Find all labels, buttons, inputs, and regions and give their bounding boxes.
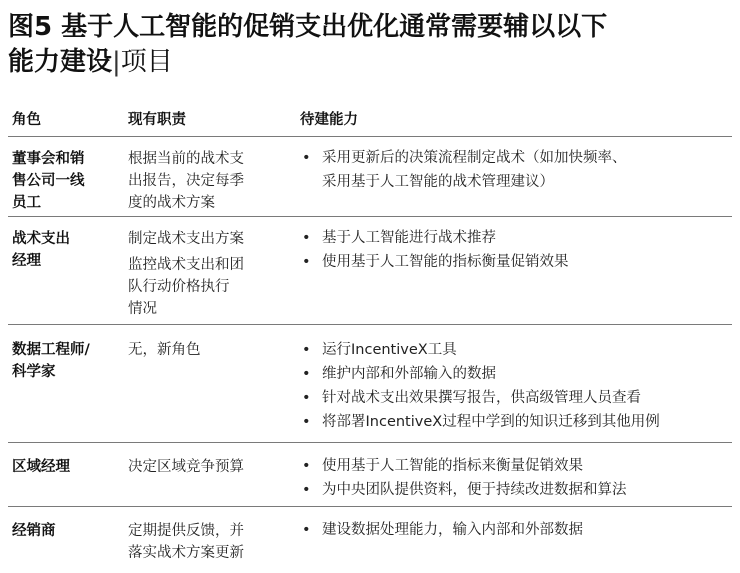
capabilities-list	[300, 226, 569, 274]
bullet-icon: •	[302, 390, 311, 406]
capabilities-list	[300, 454, 627, 502]
bullet-icon: •	[302, 254, 311, 270]
column-header-current-duties: 现有职责	[128, 112, 186, 128]
bullet-icon: •	[302, 458, 311, 474]
title-text-1: 基于人工智能的促销支出优化通常需要辅以以下	[52, 12, 608, 42]
header-divider	[8, 136, 732, 137]
list-item: • 建设数据处理能力，输入内部和外部数据	[300, 518, 583, 542]
list-item: • 使用基于人工智能的指标衡量促销效果	[300, 250, 569, 274]
bullet-icon: •	[302, 414, 311, 430]
title-text-3: 项目	[120, 47, 173, 77]
list-item: • 维护内部和外部输入的数据	[300, 362, 660, 386]
duties-cell: 无，新角色	[128, 342, 201, 358]
column-header-capabilities: 待建能力	[300, 112, 358, 128]
duties-cell: 定期提供反馈，并 落实战术方案更新	[128, 523, 244, 561]
role-cell: 数据工程师/ 科学家	[12, 342, 90, 380]
list-item: • 使用基于人工智能的指标来衡量促销效果	[300, 454, 627, 478]
text-cursor: |	[112, 47, 121, 77]
duties-cell: 决定区域竞争预算	[128, 459, 244, 475]
figure-title	[8, 10, 732, 80]
bullet-icon: •	[302, 342, 311, 358]
bullet-icon: •	[302, 366, 311, 382]
title-text-2: 能力建设	[8, 47, 113, 77]
row-divider	[8, 506, 732, 507]
role-cell: 经销商	[12, 523, 56, 539]
capabilities-list	[300, 146, 627, 194]
duties-cell: 制定战术支出方案 监控战术支出和团 队行动价格执行 情况	[128, 231, 244, 317]
list-item: • 针对战术支出效果撰写报告，供高级管理人员查看	[300, 386, 660, 410]
list-item: • 为中央团队提供资料，便于持续改进数据和算法	[300, 478, 627, 502]
row-divider	[8, 216, 732, 217]
bullet-icon: •	[302, 150, 311, 166]
list-item: • 基于人工智能进行战术推荐	[300, 226, 569, 250]
row-divider	[8, 324, 732, 325]
bullet-icon: •	[302, 230, 311, 246]
role-cell: 董事会和销 售公司一线 员工	[12, 151, 85, 211]
list-item: • 将部署IncentiveX过程中学到的知识迁移到其他用例	[300, 410, 660, 434]
title-line-1	[8, 10, 732, 45]
list-item: • 采用更新后的决策流程制定战术（如加快频率、	[300, 146, 627, 170]
duties-cell: 根据当前的战术支 出报告，决定每季 度的战术方案	[128, 151, 244, 211]
column-header-role: 角色	[12, 112, 41, 128]
capabilities-list	[300, 338, 660, 434]
figure-number: 图5	[8, 12, 53, 42]
list-item: • 运行IncentiveX工具	[300, 338, 660, 362]
list-item: 采用基于人工智能的战术管理建议）	[322, 174, 554, 190]
role-cell: 区域经理	[12, 459, 70, 475]
bullet-icon: •	[302, 482, 311, 498]
title-line-2	[8, 45, 732, 80]
bullet-icon: •	[302, 522, 311, 538]
role-cell: 战术支出 经理	[12, 231, 70, 269]
row-divider	[8, 442, 732, 443]
capabilities-list	[300, 518, 583, 542]
